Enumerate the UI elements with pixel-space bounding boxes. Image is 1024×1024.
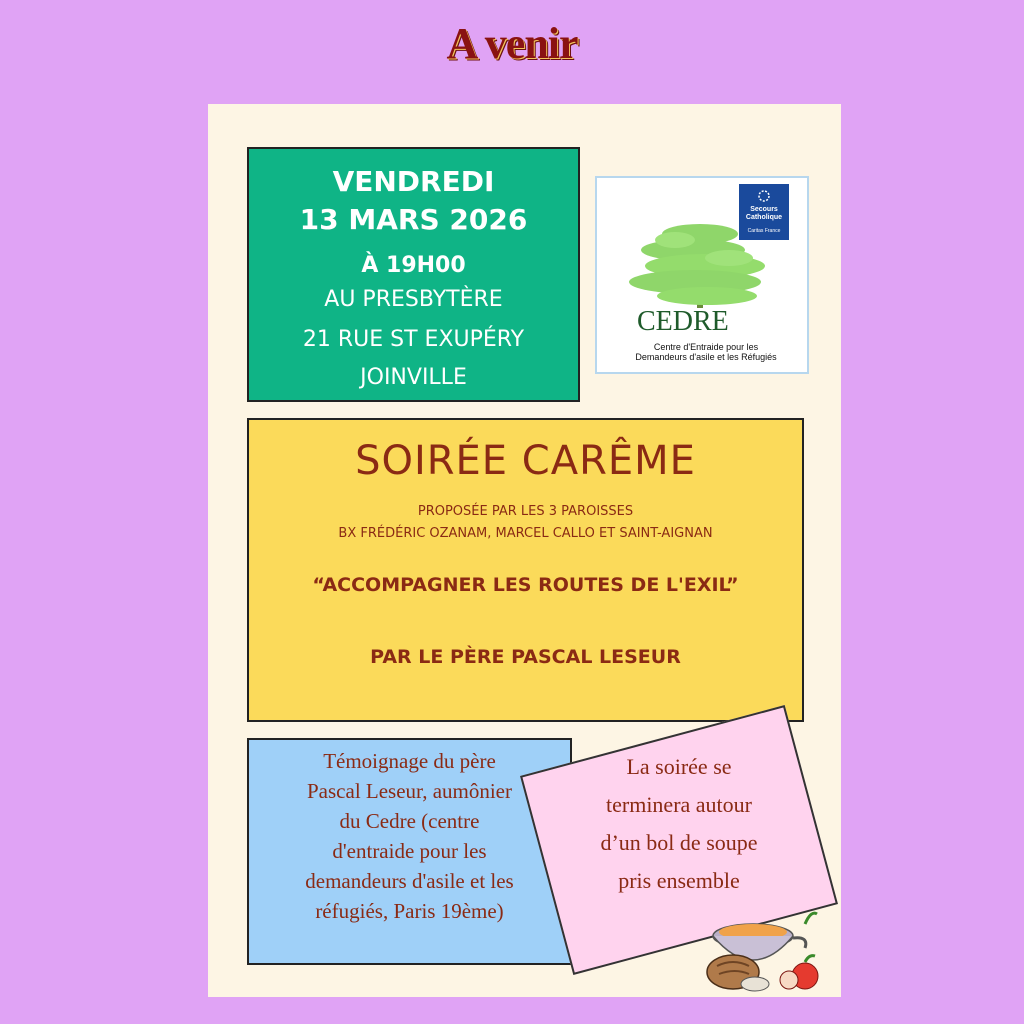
cross-star-icon [757,189,771,203]
event-time: À 19H00 [361,253,466,278]
closing-line: d’un bol de soupe [600,830,758,855]
cedre-subtitle-line2: Demandeurs d'asile et les Réfugiés [635,352,777,362]
badge-line3: Caritas France [747,228,781,234]
testimony-line: demandeurs d'asile et les [305,869,514,893]
badge-line1: Secours [750,206,778,213]
testimony-line: d'entraide pour les [332,839,487,863]
event-title: SOIRÉE CARÊME [355,438,696,484]
proposed-by-line2: BX FRÉDÉRIC OZANAM, MARCEL CALLO ET SAINT-AIGNAN [338,526,713,541]
event-place: AU PRESBYTÈRE [324,287,503,312]
event-city: JOINVILLE [360,365,467,390]
badge-line2: Catholique [745,214,783,221]
cedre-subtitle-line1: Centre d'Entraide pour les [653,342,759,352]
soup-bread-apple-icon [693,894,833,994]
testimony-box [247,738,572,965]
event-info-box [247,147,580,402]
testimony-line: Témoignage du père [323,749,496,773]
cedre-logo [595,176,809,374]
closing-note-text [548,748,810,900]
closing-line: terminera autour [606,792,752,817]
event-poster [208,104,841,997]
event-speaker: PAR LE PÈRE PASCAL LESEUR [370,646,681,668]
closing-line: La soirée se [626,754,732,779]
testimony-line: Pascal Leseur, aumônier [307,779,512,803]
cedre-subtitle [611,342,801,362]
main-event-box [247,418,804,722]
page-heading: A venir [446,19,578,68]
testimony-line: du Cedre (centre [339,809,480,833]
closing-line: pris ensemble [618,868,740,893]
event-date: 13 MARS 2026 [299,203,528,236]
secours-catholique-badge [739,184,789,240]
cedre-name: CEDRE [637,306,729,337]
testimony-line: réfugiés, Paris 19ème) [315,899,504,923]
proposed-by-line1: PROPOSÉE PAR LES 3 PAROISSES [417,504,634,519]
event-quote: “ACCOMPAGNER LES ROUTES DE L'EXIL” [312,574,739,596]
event-address: 21 RUE ST EXUPÉRY [302,327,525,352]
event-day: VENDREDI [332,165,495,198]
